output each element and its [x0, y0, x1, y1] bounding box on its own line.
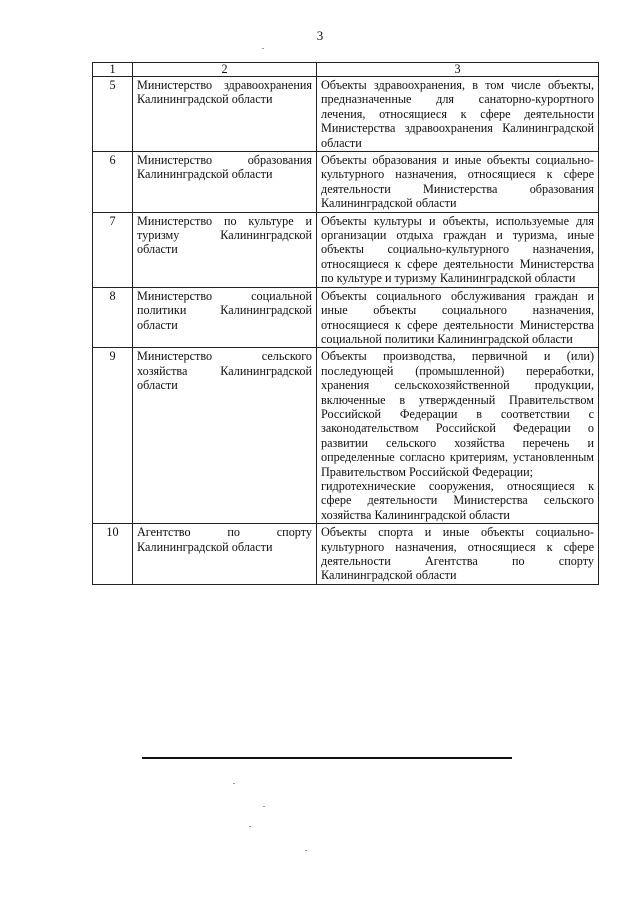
row-organization: Министерство по культуре и туризму Калининградской области: [133, 212, 317, 287]
end-of-document-line: [142, 757, 512, 759]
row-number: 6: [93, 152, 133, 213]
table-row: [93, 287, 599, 348]
objects-paragraph: Объекты спорта и иные объекты социально-культурного назначения, относящиеся к сфере деятельности Агентства по спорту Калининградской области: [321, 525, 594, 583]
objects-paragraph: гидротехнические сооружения, относящиеся к сфере деятельности Министерства сельского хозяйства Калининградской области: [321, 478, 594, 522]
row-number: 7: [93, 212, 133, 287]
row-objects: [317, 524, 599, 585]
row-organization: Министерство сельского хозяйства Калининградской области: [133, 348, 317, 524]
row-number: 5: [93, 77, 133, 152]
row-number: 9: [93, 348, 133, 524]
row-objects: [317, 287, 599, 348]
row-number: 8: [93, 287, 133, 348]
scan-speck: [233, 783, 235, 784]
page-number: 3: [316, 28, 324, 43]
objects-paragraph: Объекты культуры и объекты, используемые для организации отдыха граждан и туризма, иные объекты социально-культурного назначения, относящиеся к сфере деятельности Министерства по культуре и туризму Калининградской области: [321, 213, 594, 286]
row-objects: [317, 152, 599, 213]
row-number: 10: [93, 524, 133, 585]
row-objects: [317, 348, 599, 524]
row-objects: [317, 212, 599, 287]
scan-speck: [249, 826, 251, 827]
objects-paragraph: Объекты производства, первичной и (или) последующей (промышленной) переработки, хранения сельскохозяйственной продукции, включенные в утвержденный Правительством Российской Федерации в соответствии с законодательством Российской Федерации о развитии сельского хозяйства перечень и определенные согласно критериям, установленным Правительством Российской Федерации;: [321, 349, 594, 479]
row-organization: Агентство по спорту Калининградской области: [133, 524, 317, 585]
table-row: [93, 524, 599, 585]
table-row: [93, 152, 599, 213]
header-col-3: 3: [317, 63, 599, 77]
objects-paragraph: Объекты здравоохранения, в том числе объекты, предназначенные для санаторно-курортного лечения, относящиеся к сфере деятельности Министерства здравоохранения Калининградской области: [321, 78, 594, 150]
header-col-1: 1: [93, 63, 133, 77]
table-row: [93, 348, 599, 524]
header-col-2: 2: [133, 63, 317, 77]
scan-speck: [263, 806, 265, 807]
table-row: [93, 212, 599, 287]
scan-speck: [262, 48, 264, 49]
row-organization: Министерство социальной политики Калининградской области: [133, 287, 317, 348]
table-body: [93, 77, 599, 585]
row-objects: [317, 77, 599, 152]
table-header-row: [93, 63, 599, 77]
scan-speck: [305, 850, 307, 851]
objects-paragraph: Объекты социального обслуживания граждан и иные объекты социального назначения, относящиеся к сфере деятельности Министерства социальной политики Калининградской области: [321, 288, 594, 346]
row-organization: Министерство образования Калининградской области: [133, 152, 317, 213]
table-row: [93, 77, 599, 152]
row-organization: Министерство здравоохранения Калининградской области: [133, 77, 317, 152]
objects-table: [92, 62, 599, 585]
table-header: [93, 63, 599, 77]
objects-paragraph: Объекты образования и иные объекты социально-культурного назначения, относящиеся к сфере деятельности Министерства образования Калининградской области: [321, 153, 594, 211]
